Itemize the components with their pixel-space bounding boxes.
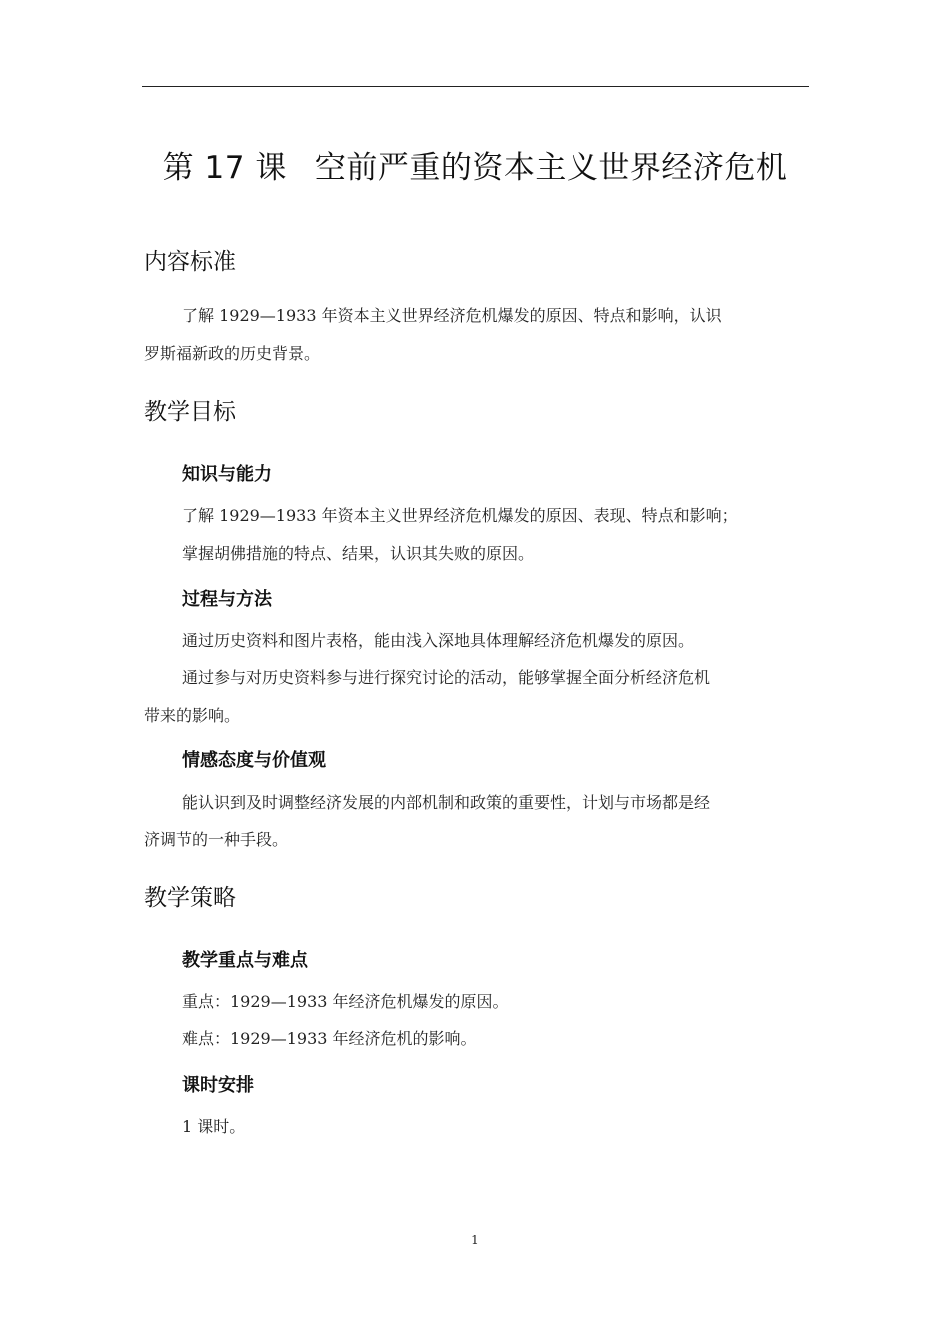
paragraph-line: 能认识到及时调整经济发展的内部机制和政策的重要性，计划与市场都是经	[182, 793, 711, 812]
page-title	[0, 142, 950, 187]
chapter-label: 第 17 课	[162, 150, 287, 186]
paragraph-line: 了解 1929—1933 年资本主义世界经济危机爆发的原因、表现、特点和影响；	[182, 506, 738, 525]
page-number: 1	[471, 1233, 479, 1247]
paragraph-line: 罗斯福新政的历史背景。	[144, 344, 321, 363]
subheading-process: 过程与方法	[182, 589, 272, 610]
header-rule	[142, 86, 809, 87]
section-heading-teaching-goals: 教学目标	[144, 399, 236, 425]
subheading-knowledge: 知识与能力	[182, 464, 272, 485]
paragraph-line: 带来的影响。	[144, 706, 241, 725]
subheading-emotion: 情感态度与价值观	[182, 750, 326, 771]
lesson-title: 空前严重的资本主义世界经济危机	[314, 150, 788, 186]
subheading-schedule: 课时安排	[182, 1075, 254, 1096]
section-heading-content-standard: 内容标准	[144, 249, 236, 275]
paragraph-line: 了解 1929—1933 年资本主义世界经济危机爆发的原因、特点和影响，认识	[182, 306, 722, 325]
paragraph-line: 济调节的一种手段。	[144, 830, 289, 849]
paragraph-line: 1 课时。	[182, 1117, 246, 1136]
section-heading-strategy: 教学策略	[144, 885, 236, 911]
paragraph-line: 通过参与对历史资料参与进行探究讨论的活动，能够掌握全面分析经济危机	[182, 668, 711, 687]
paragraph-line: 难点：1929—1933 年经济危机的影响。	[182, 1029, 477, 1048]
paragraph-line: 重点：1929—1933 年经济危机爆发的原因。	[182, 992, 509, 1011]
paragraph-line: 掌握胡佛措施的特点、结果，认识其失败的原因。	[182, 544, 535, 563]
paragraph-line: 通过历史资料和图片表格，能由浅入深地具体理解经济危机爆发的原因。	[182, 631, 695, 650]
subheading-key-points: 教学重点与难点	[182, 950, 308, 971]
